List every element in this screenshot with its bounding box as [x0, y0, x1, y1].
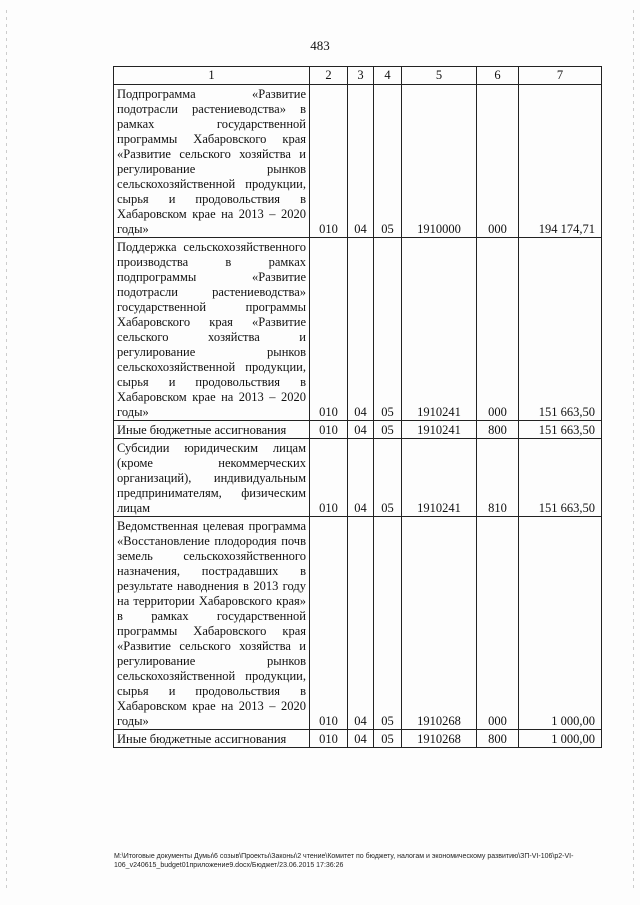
cell-expense-type: 800 [477, 730, 519, 748]
cell-amount: 1 000,00 [519, 517, 602, 730]
cell-target-article: 1910268 [402, 730, 477, 748]
table-row [114, 439, 602, 517]
cell-section: 04 [348, 421, 374, 439]
cell-ministry: 010 [310, 439, 348, 517]
cell-ministry: 010 [310, 85, 348, 238]
column-header: 1 [114, 67, 310, 85]
table-row [114, 421, 602, 439]
row-name: Поддержка сельскохозяйственного производства в рамках подпрограммы «Развитие подотрасли растениеводства» государственной программы Хабаровского края «Развитие сельского хозяйства и регулирование рынков сельскохозяйственной продукции, сырья и продовольствия в Хабаровском крае на 2013 – 2020 годы» [114, 238, 310, 421]
cell-ministry: 010 [310, 730, 348, 748]
column-header: 3 [348, 67, 374, 85]
cell-target-article: 1910000 [402, 85, 477, 238]
cell-amount: 151 663,50 [519, 238, 602, 421]
cell-section: 04 [348, 238, 374, 421]
row-name: Подпрограмма «Развитие подотрасли растениеводства» в рамках государственной программы Хабаровского края «Развитие сельского хозяйства и регулирование рынков сельскохозяйственной продукции, сырья и продовольствия в Хабаровском крае на 2013 – 2020 годы» [114, 85, 310, 238]
cell-ministry: 010 [310, 238, 348, 421]
cell-expense-type: 000 [477, 238, 519, 421]
cell-amount: 1 000,00 [519, 730, 602, 748]
table-row [114, 85, 602, 238]
table-row [114, 730, 602, 748]
column-header: 5 [402, 67, 477, 85]
column-header: 6 [477, 67, 519, 85]
cell-amount: 194 174,71 [519, 85, 602, 238]
row-name: Субсидии юридическим лицам (кроме некоммерческих организаций), индивидуальным предпринимателям, физическим лицам [114, 439, 310, 517]
cell-subsection: 05 [374, 439, 402, 517]
cell-section: 04 [348, 85, 374, 238]
cell-subsection: 05 [374, 730, 402, 748]
budget-table [113, 66, 602, 748]
cell-section: 04 [348, 517, 374, 730]
file-path-footer: M:\Итоговые документы Думы\6 созыв\Проекты\Законы\2 чтение\Комитет по бюджету, налогам и экономическому развитию\ЗП-VI-106\p2-VI-106_v240615_budget01приложение9.docx/Бюджет/23.06.2015 17:36:26 [114, 853, 574, 869]
cell-amount: 151 663,50 [519, 421, 602, 439]
table-row [114, 238, 602, 421]
scan-edge-right [633, 10, 634, 890]
cell-expense-type: 000 [477, 517, 519, 730]
cell-expense-type: 800 [477, 421, 519, 439]
cell-subsection: 05 [374, 421, 402, 439]
cell-target-article: 1910241 [402, 421, 477, 439]
cell-section: 04 [348, 439, 374, 517]
cell-section: 04 [348, 730, 374, 748]
cell-ministry: 010 [310, 517, 348, 730]
table-row [114, 517, 602, 730]
column-header: 7 [519, 67, 602, 85]
cell-subsection: 05 [374, 238, 402, 421]
scan-edge-left [6, 10, 7, 890]
cell-subsection: 05 [374, 517, 402, 730]
column-header: 4 [374, 67, 402, 85]
cell-target-article: 1910268 [402, 517, 477, 730]
cell-expense-type: 000 [477, 85, 519, 238]
table-header-row [114, 67, 602, 85]
cell-target-article: 1910241 [402, 439, 477, 517]
row-name: Ведомственная целевая программа «Восстановление плодородия почв земель сельскохозяйственного назначения, пострадавших в результате наводнения в 2013 году на территории Хабаровского края» в рамках государственной программы Хабаровского края «Развитие сельского хозяйства и регулирование рынков сельскохозяйственной продукции, сырья и продовольствия в Хабаровском крае на 2013 – 2020 годы» [114, 517, 310, 730]
cell-subsection: 05 [374, 85, 402, 238]
cell-amount: 151 663,50 [519, 439, 602, 517]
row-name: Иные бюджетные ассигнования [114, 730, 310, 748]
cell-target-article: 1910241 [402, 238, 477, 421]
cell-ministry: 010 [310, 421, 348, 439]
cell-expense-type: 810 [477, 439, 519, 517]
row-name: Иные бюджетные ассигнования [114, 421, 310, 439]
column-header: 2 [310, 67, 348, 85]
page-number: 483 [310, 38, 330, 53]
